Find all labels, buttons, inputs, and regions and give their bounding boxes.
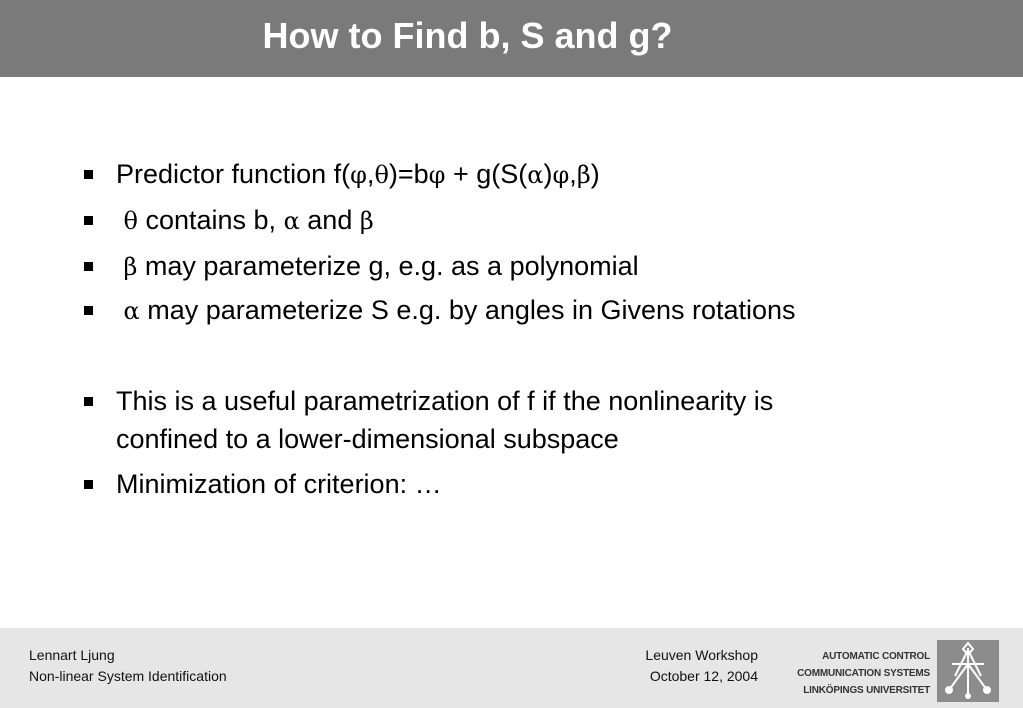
greek-symbol: φ [552,161,570,189]
text-segment [116,295,124,325]
bullet-marker [84,397,93,406]
event-name: Leuven Workshop [645,647,758,663]
bullet-marker [84,306,93,315]
bullet-text [116,155,976,194]
bullet-marker [84,262,93,271]
text-segment: Minimization of criterion: … [116,469,442,499]
bullet-text [116,201,976,240]
institution-logo-text [790,648,930,699]
greek-symbol: θ [374,161,389,189]
text-segment [116,251,124,281]
text-segment: , [569,159,577,189]
text-segment: )=b [388,159,429,189]
greek-symbol: β [123,253,138,281]
text-segment: + g(S( [445,159,528,189]
footer-right [560,645,758,687]
bullet-marker [84,480,93,489]
text-segment: may parameterize g, e.g. as a polynomial [137,251,639,281]
bullet-text [116,382,976,458]
bullet-text [116,247,976,286]
logo-emblem-icon [937,640,999,702]
text-segment: This is a useful parametrization of f if the nonlinearity is confined to a lower-dimensional subspace [116,386,774,454]
greek-symbol: α [283,207,300,235]
slide-title: How to Find b, S and g? [262,15,673,56]
logo-line: COMMUNICATION SYSTEMS [797,668,930,679]
bullet-text [116,465,976,503]
greek-symbol: θ [123,207,138,235]
title-bar [0,0,1023,77]
text-segment [116,205,124,235]
text-segment: and [299,205,360,235]
logo-line: LINKÖPINGS UNIVERSITET [803,685,930,696]
text-segment: Predictor function f( [116,159,351,189]
text-segment: ) [590,159,600,189]
text-segment: may parameterize S e.g. by angles in Givens rotations [139,295,796,325]
greek-symbol: β [359,207,374,235]
footer-left [29,645,227,687]
author-name: Lennart Ljung [29,647,115,663]
text-segment: ) [543,159,553,189]
bullet-marker [84,216,93,225]
greek-symbol: φ [350,161,367,189]
greek-symbol: α [527,161,544,189]
greek-symbol: α [123,297,140,325]
event-date: October 12, 2004 [649,668,758,684]
footer [0,628,1023,708]
greek-symbol: β [576,161,591,189]
bullet-marker [84,170,93,179]
text-segment: , [366,159,375,189]
text-segment: contains b, [137,205,284,235]
course-title: Non-linear System Identification [29,668,227,684]
bullet-text [116,291,976,330]
greek-symbol: φ [428,161,446,189]
university-logo-icon [937,640,999,702]
logo-line: AUTOMATIC CONTROL [822,651,930,662]
